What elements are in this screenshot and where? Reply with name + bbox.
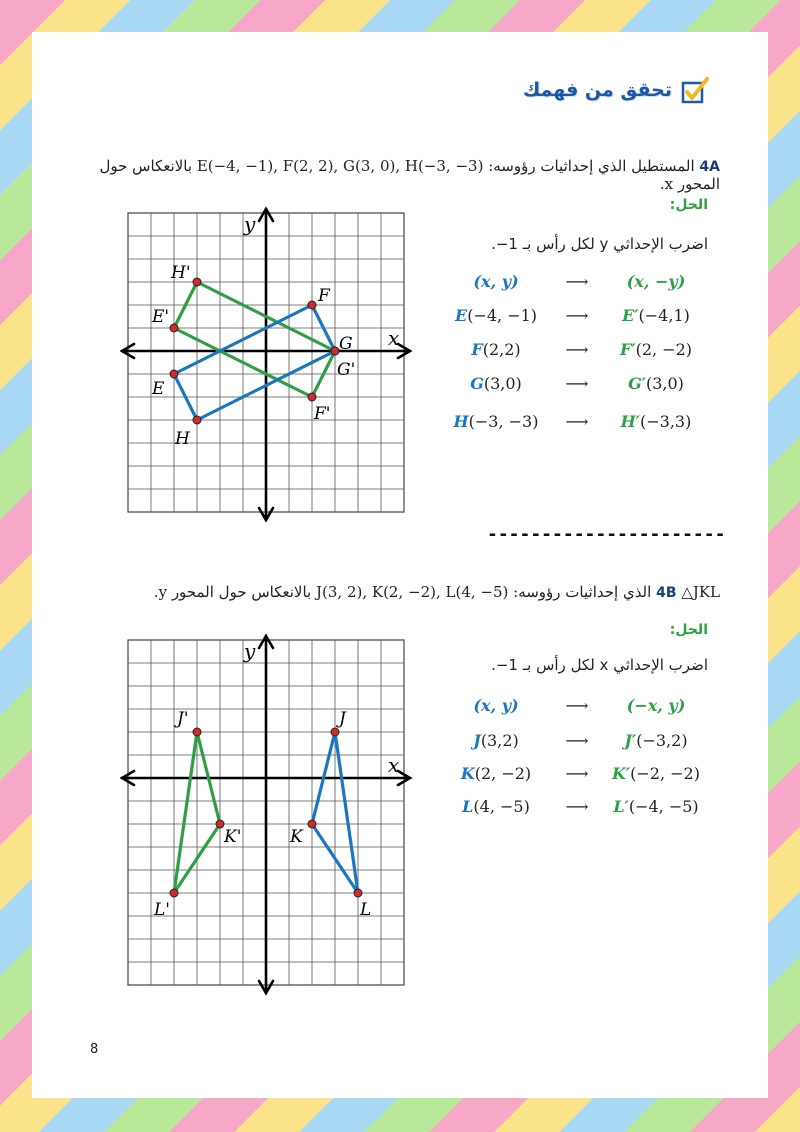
problem-number: 4A xyxy=(699,159,720,175)
image-label: J′ xyxy=(624,730,637,750)
vertex-label: L xyxy=(360,900,372,920)
arrow-icon: ⟶ xyxy=(565,695,589,715)
source-coords: (4, −5) xyxy=(473,796,530,816)
arrow-icon: ⟶ xyxy=(565,373,589,393)
source-label: G xyxy=(470,373,484,393)
y-axis-label: y xyxy=(244,212,256,236)
problem-number: 4B xyxy=(656,585,677,601)
source-label: H xyxy=(453,411,469,431)
image-coords: (−2, −2) xyxy=(630,763,700,783)
image-coords: (2, −2) xyxy=(635,339,692,359)
vertex-label: L' xyxy=(154,900,170,920)
problem-text: المستطيل الذي إحداثيات رؤوسه: E(−4, −1), F(2, 2), G(3, 0), H(−3, −3) بالانعكاس حول المحور x. xyxy=(99,157,720,193)
mapping-row xyxy=(440,268,710,294)
vertex-label: G' xyxy=(337,360,356,380)
section-title: تحقق من فهمك xyxy=(522,79,672,101)
vertex-label: G xyxy=(339,334,353,354)
source-coords: (3,0) xyxy=(483,373,522,393)
vertex-label: E' xyxy=(152,307,170,327)
mapping-row xyxy=(440,408,710,434)
section-header xyxy=(520,72,710,108)
image-coords: (−3,2) xyxy=(636,730,688,750)
vertex-point xyxy=(170,324,178,332)
page-number: 8 xyxy=(90,1042,99,1057)
source-coords: (−3, −3) xyxy=(468,411,539,431)
vertex-point xyxy=(170,889,178,897)
solution-label: الحل: xyxy=(669,197,708,213)
arrow-icon: ⟶ xyxy=(565,271,589,291)
vertex-label: K' xyxy=(224,827,242,847)
coordinate-graph-4a xyxy=(120,205,420,525)
coordinate-graph-4b xyxy=(120,632,420,1004)
mapping-row xyxy=(440,336,710,362)
section-divider: ---------------------- xyxy=(487,524,726,545)
vertex-point xyxy=(354,889,362,897)
vertex-label: J' xyxy=(177,709,189,729)
image-label: G′ xyxy=(628,373,646,393)
source-label: F xyxy=(471,339,483,359)
vertex-point xyxy=(308,393,316,401)
vertex-label: H xyxy=(175,429,190,449)
vertex-point xyxy=(193,416,201,424)
source-coords: (2, −2) xyxy=(474,763,532,783)
vertex-point xyxy=(331,728,339,736)
image-label: F′ xyxy=(620,339,636,359)
vertex-label: J xyxy=(339,709,346,729)
image-label: (x, −y) xyxy=(626,271,686,291)
source-coords: (−4, −1) xyxy=(467,305,538,325)
vertex-point xyxy=(308,820,316,828)
solution-instruction: اضرب الإحداثي x لكل رأس بـ 1−. xyxy=(491,656,708,674)
vertex-point xyxy=(308,301,316,309)
image-coords: (−4,1) xyxy=(638,305,690,325)
source-label: K xyxy=(460,763,475,783)
arrow-icon: ⟶ xyxy=(565,411,589,431)
vertex-point xyxy=(193,278,201,286)
y-axis-label: y xyxy=(244,639,256,663)
mapping-row xyxy=(440,370,710,396)
mapping-row xyxy=(440,302,710,328)
solution-instruction: اضرب الإحداثي y لكل رأس بـ 1−. xyxy=(491,235,708,253)
solution-label: الحل: xyxy=(669,622,708,638)
problem-4a-statement xyxy=(70,157,720,193)
source-label: E xyxy=(454,305,468,325)
image-label: E′ xyxy=(622,305,639,325)
vertex-label: F xyxy=(318,286,330,306)
x-axis-label: x xyxy=(388,753,400,777)
problem-text: △JKL الذي إحداثيات رؤوسه: J(3, 2), K(2, −2), L(4, −5) بالانعكاس حول المحور y. xyxy=(153,583,720,601)
image-label: L′ xyxy=(613,796,629,816)
problem-4b-statement xyxy=(70,583,720,601)
source-label: J xyxy=(473,730,481,750)
vertex-point xyxy=(170,370,178,378)
mapping-row xyxy=(440,692,710,718)
vertex-label: K xyxy=(290,827,303,847)
vertex-point xyxy=(331,347,339,355)
arrow-icon: ⟶ xyxy=(565,796,589,816)
image-coords: (3,0) xyxy=(645,373,684,393)
source-label: L xyxy=(462,796,474,816)
source-coords: (3,2) xyxy=(480,730,519,750)
mapping-row xyxy=(440,727,710,753)
vertex-point xyxy=(216,820,224,828)
image-label: (−x, y) xyxy=(626,695,686,715)
arrow-icon: ⟶ xyxy=(565,305,589,325)
source-label: (x, y) xyxy=(473,695,519,715)
vertex-label: E xyxy=(152,379,165,399)
checkbox-check-icon xyxy=(680,75,710,105)
image-label: H′ xyxy=(620,411,640,431)
vertex-label: F' xyxy=(314,404,331,424)
arrow-icon: ⟶ xyxy=(565,339,589,359)
mapping-row xyxy=(440,760,710,786)
source-label: (x, y) xyxy=(473,271,519,291)
arrow-icon: ⟶ xyxy=(565,763,589,783)
arrow-icon: ⟶ xyxy=(565,730,589,750)
source-coords: (2,2) xyxy=(482,339,521,359)
mapping-row xyxy=(440,793,710,819)
image-coords: (−4, −5) xyxy=(628,796,699,816)
vertex-point xyxy=(193,728,201,736)
vertex-label: H' xyxy=(171,263,191,283)
image-label: K′ xyxy=(612,763,631,783)
x-axis-label: x xyxy=(388,326,400,350)
image-coords: (−3,3) xyxy=(640,411,692,431)
